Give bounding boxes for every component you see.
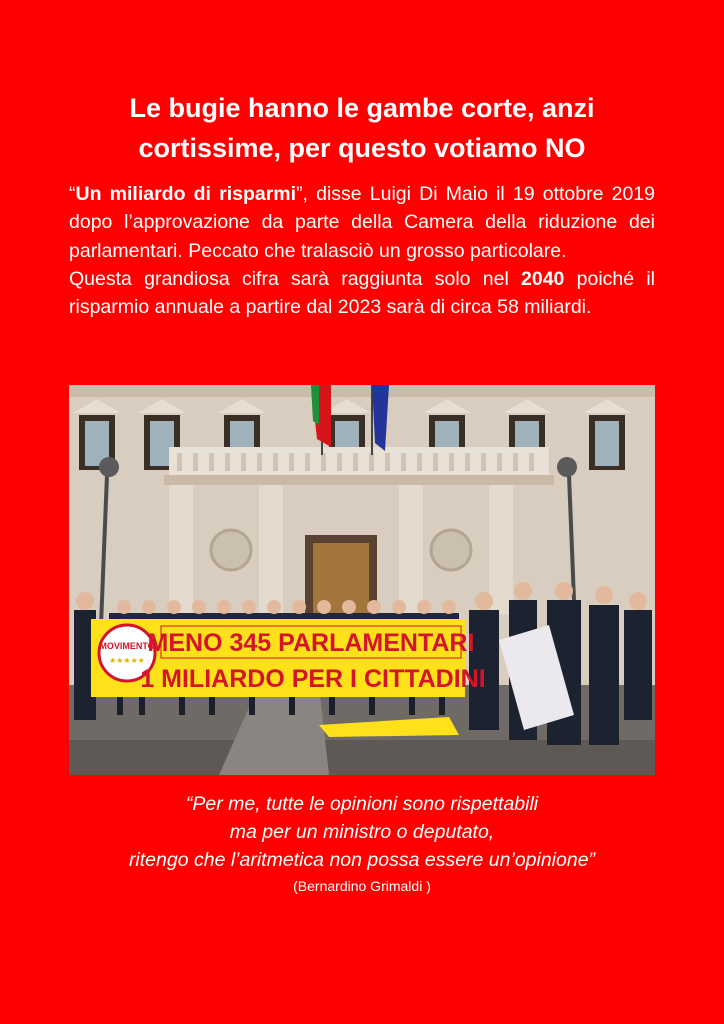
quote-author: (Bernardino Grimaldi ) bbox=[293, 878, 431, 894]
title-line-1: Le bugie hanno le gambe corte, anzi bbox=[129, 93, 595, 123]
article-body bbox=[69, 180, 655, 321]
paragraph-2 bbox=[69, 265, 655, 322]
protest-photo-illustration bbox=[69, 385, 655, 775]
paragraph-1-text: ”, disse Luigi Di Maio il 19 ottobre 2019 dopo l’approvazione da parte della Camera della riduzione dei parlamentari. Peccato che tralasciò un grosso particolare. bbox=[69, 183, 655, 262]
quote-line-3: ritengo che l’aritmetica non possa essere un’opinione” bbox=[128, 849, 596, 871]
protest-photo bbox=[69, 385, 655, 775]
banner-logo-text: MOVIMENTO bbox=[99, 641, 155, 651]
open-quote-mark: “ bbox=[69, 183, 76, 205]
paragraph-2-bold: 2040 bbox=[521, 267, 565, 290]
quote-block bbox=[60, 790, 664, 874]
page-title bbox=[60, 88, 664, 168]
title-line-2: cortissime, per questo votiamo NO bbox=[138, 133, 586, 163]
banner-logo-stars: ★★★★★ bbox=[109, 656, 145, 665]
paragraph-1 bbox=[69, 180, 655, 265]
banner-line-2: 1 MILIARDO PER I CITTADINI bbox=[140, 665, 486, 693]
paragraph-2-text-before: Questa grandiosa cifra sarà raggiunta solo nel bbox=[69, 267, 522, 290]
paragraph-1-bold: Un miliardo di risparmi bbox=[75, 183, 297, 205]
quote-line-1: “Per me, tutte le opinioni sono rispettabili bbox=[185, 793, 539, 815]
quote-line-2: ma per un ministro o deputato, bbox=[229, 821, 495, 843]
paragraph-2-text-after: poiché il risparmio annuale a partire dal 2023 sarà di circa 58 miliardi. bbox=[69, 267, 655, 319]
banner-line-1: MENO 345 PARLAMENTARI bbox=[147, 629, 475, 657]
